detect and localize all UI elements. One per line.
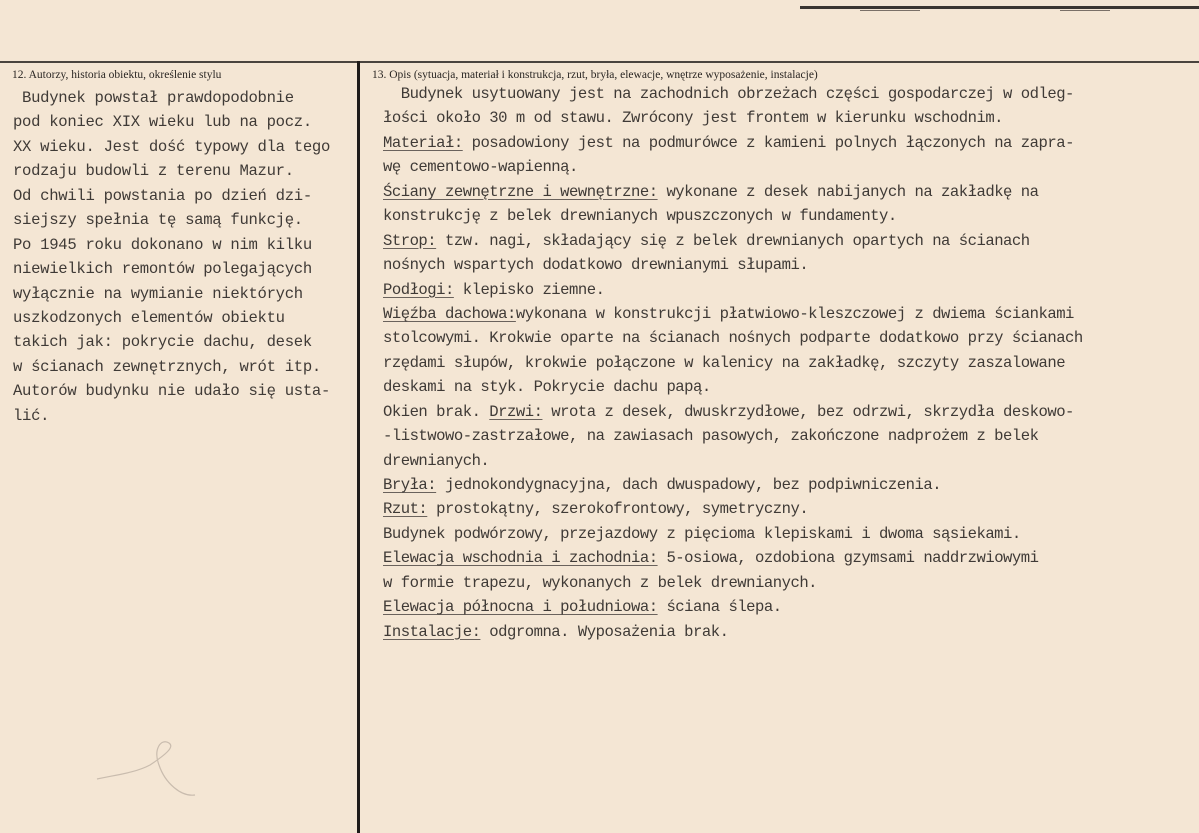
- text-line: -listwowo-zastrzałowe, na zawiasach pasowych, zakończone nadprożem z belek: [383, 427, 1039, 446]
- text-line: deskami na styk. Pokrycie dachu papą.: [383, 378, 711, 397]
- text-run: odgromna. Wyposażenia brak.: [480, 622, 729, 641]
- underlined-heading: Drzwi:: [489, 402, 543, 421]
- text-run: posadowiony jest na podmurówce z kamieni polnych łączonych na zapra-: [462, 133, 1074, 152]
- text-line: konstrukcję z belek drewnianych wpuszczonych w fundamenty.: [383, 207, 897, 226]
- text-line: [383, 620, 1189, 644]
- text-line: wyłącznie na wymianie niektórych: [13, 284, 303, 303]
- text-line: nośnych wspartych dodatkowo drewnianymi słupami.: [383, 256, 809, 275]
- text-line: w ścianach zewnętrznych, wrót itp.: [13, 357, 321, 376]
- text-line: rzędami słupów, krokwie połączone w kalenicy na zakładkę, szczyty zaszalowane: [383, 353, 1066, 372]
- text-line: niewielkich remontów polegających: [13, 260, 312, 279]
- text-line: [383, 497, 1189, 521]
- text-line: [383, 180, 1189, 204]
- text-run: klepisko ziemne.: [453, 280, 605, 299]
- text-line: [383, 278, 1189, 302]
- text-line: wę cementowo-wapienną.: [383, 158, 578, 177]
- text-line: Budynek podwórzowy, przejazdowy z pięcioma klepiskami i dwoma sąsiekami.: [383, 524, 1021, 543]
- text-line: takich jak: pokrycie dachu, desek: [13, 333, 312, 352]
- text-line: [383, 595, 1189, 619]
- text-line: rodzaju budowli z terenu Mazur.: [13, 162, 294, 181]
- underlined-heading: Podłogi:: [383, 280, 454, 299]
- text-run: ściana ślepa.: [657, 598, 782, 617]
- underlined-heading: Rzut:: [383, 500, 428, 519]
- form-horizontal-rule: [0, 61, 1199, 63]
- text-line: Po 1945 roku dokonano w nim kilku: [13, 235, 312, 254]
- underlined-heading: Elewacja północna i południowa:: [383, 598, 658, 617]
- text-line: łości około 30 m od stawu. Zwrócony jest frontem w kierunku wschodnim.: [383, 109, 1004, 128]
- underlined-heading: Instalacje:: [383, 622, 481, 641]
- text-line: [383, 546, 1189, 570]
- text-line: [383, 302, 1189, 326]
- text-line: XX wieku. Jest dość typowy dla tego: [13, 137, 331, 156]
- column-divider: [357, 61, 360, 833]
- text-line: Budynek usytuowany jest na zachodnich obrzeżach części gospodarczej w odleg-: [383, 85, 1074, 103]
- section-13-label: 13. Opis (sytuacja, materiał i konstrukcja, rzut, bryła, elewacje, wnętrze wyposażenie, instalacje): [372, 69, 818, 81]
- pen-scribble-mark: [95, 735, 205, 805]
- text-line: w formie trapezu, wykonanych z belek drewnianych.: [383, 573, 818, 592]
- text-run: prostokątny, szerokofrontowy, symetryczny.: [427, 500, 809, 519]
- text-line: siejszy spełnia tę samą funkcję.: [13, 211, 303, 230]
- text-line: [383, 473, 1189, 497]
- text-run: jednokondygnacyjna, dach dwuspadowy, bez podpiwniczenia.: [436, 476, 942, 494]
- text-run: wrota z desek, dwuskrzydłowe, bez odrzwi, skrzydła deskowo-: [542, 402, 1074, 421]
- text-line: pod koniec XIX wieku lub na pocz.: [13, 113, 312, 132]
- section-12-text: [13, 86, 357, 428]
- text-line: Autorów budynku nie udało się usta-: [13, 382, 331, 401]
- top-border-line: [800, 6, 1199, 9]
- underlined-heading: Bryła:: [383, 476, 437, 494]
- text-line: [383, 229, 1189, 253]
- underlined-heading: Więźba dachowa:: [383, 304, 516, 323]
- text-line: [383, 400, 1189, 424]
- text-line: stolcowymi. Krokwie oparte na ścianach nośnych podparte dodatkowo przy ścianach: [383, 329, 1083, 348]
- text-line: Od chwili powstania po dzień dzi-: [13, 186, 312, 205]
- text-line: [383, 131, 1189, 155]
- underlined-heading: Ściany zewnętrzne i wewnętrzne:: [383, 182, 658, 201]
- text-run: tzw. nagi, składający się z belek drewnianych opartych na ścianach: [436, 231, 1030, 250]
- text-run: wykonane z desek nabijanych na zakładkę na: [657, 182, 1039, 201]
- text-line: lić.: [13, 406, 50, 425]
- top-border-tick: [860, 10, 920, 11]
- underlined-heading: Elewacja wschodnia i zachodnia:: [383, 549, 658, 568]
- section-12-label: 12. Autorzy, historia obiektu, określenie stylu: [12, 69, 222, 81]
- underlined-heading: Strop:: [383, 231, 437, 250]
- section-13-text: [383, 82, 1189, 644]
- text-run: 5-osiowa, ozdobiona gzymsami naddrzwiowymi: [657, 549, 1039, 568]
- underlined-heading: Materiał:: [383, 133, 463, 152]
- top-border-tick: [1060, 10, 1110, 11]
- text-run: Okien brak.: [383, 402, 490, 421]
- text-run: wykonana w konstrukcji płatwiowo-kleszczowej z dwiema ściankami: [515, 304, 1074, 323]
- text-line: drewnianych.: [383, 451, 490, 470]
- text-line: Budynek powstał prawdopodobnie: [13, 89, 294, 107]
- text-line: uszkodzonych elementów obiektu: [13, 308, 285, 327]
